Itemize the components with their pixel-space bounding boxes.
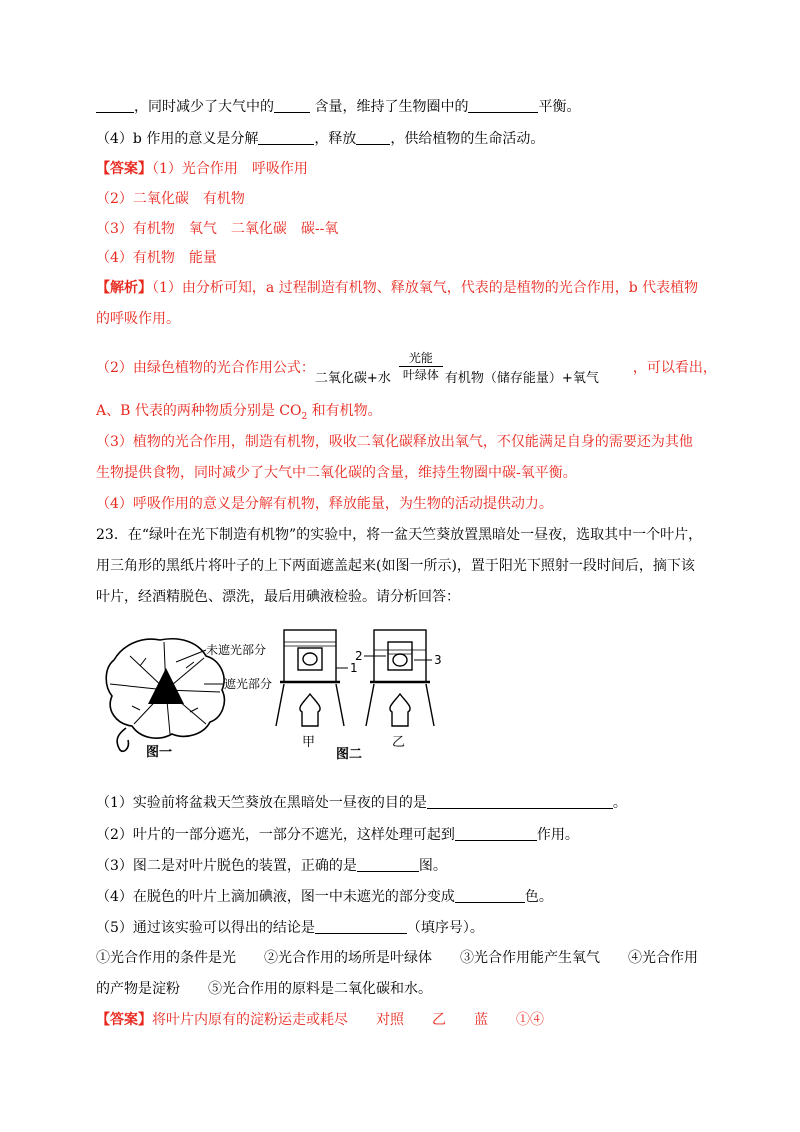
answer-blank[interactable] bbox=[274, 98, 310, 113]
q23-stem-1: 23．在“绿叶在光下制造有机物”的实验中，将一盆天竺葵放置黑暗处一昼夜，选取其中一个叶片， bbox=[96, 527, 703, 543]
answer-blank[interactable] bbox=[96, 98, 134, 113]
answer-blank[interactable] bbox=[427, 794, 613, 809]
alcohol-lamp bbox=[300, 694, 320, 726]
fig1-caption: 图一 bbox=[146, 745, 173, 760]
answer-blank[interactable] bbox=[356, 130, 390, 145]
leaf-in-beaker bbox=[393, 654, 407, 666]
apparatus-jia bbox=[276, 630, 348, 726]
answer-blank[interactable] bbox=[455, 826, 537, 841]
small-beaker bbox=[298, 648, 322, 670]
svg-text:3: 3 bbox=[434, 653, 442, 667]
apparatus-yi bbox=[364, 630, 434, 726]
q23-sub-5: （5）通过该实验可以得出的结论是 （填序号）。 bbox=[96, 920, 484, 936]
q23-stem-2: 用三角形的黑纸片将叶子的上下两面遮盖起来(如图一所示)，置于阳光下照射一段时间后，摘下该 bbox=[96, 558, 695, 574]
q22-analysis-1a: 【解析】（1）由分析可知，a 过程制造有机物、释放氧气，代表的是植物的光合作用，b 代表植物 bbox=[96, 280, 699, 296]
reaction-condition: 光能 叶绿体 bbox=[399, 351, 443, 382]
q23-options-1: ①光合作用的条件是光 ②光合作用的场所是叶绿体 ③光合作用能产生氧气 ④光合作用 bbox=[96, 950, 698, 966]
experiment-figure bbox=[100, 628, 480, 768]
q22-analysis-3a: （3）植物的光合作用，制造有机物，吸收二氧化碳释放出氧气，不仅能满足自身的需要还为其他 bbox=[96, 434, 693, 450]
q23-sub-2: （2）叶片的一部分遮光，一部分不遮光，这样处理可起到 作用。 bbox=[96, 827, 579, 843]
fig2-caption: 图二 bbox=[336, 747, 363, 762]
svg-text:1: 1 bbox=[350, 661, 358, 675]
q23-sub-1: （1）实验前将盆栽天竺葵放在黑暗处一昼夜的目的是 。 bbox=[96, 795, 627, 811]
svg-text:2: 2 bbox=[355, 649, 363, 663]
answer-blank[interactable] bbox=[455, 888, 525, 903]
q22-line-1: ，同时减少了大气中的 含量，维持了生物圈中的 平衡。 bbox=[96, 97, 716, 117]
q22-analysis-2a: （2）由绿色植物的光合作用公式： 二氧化碳+水 光能 叶绿体 有机物（储存能量）+氧气 ，可以看出， bbox=[96, 351, 717, 386]
leaf-in-beaker bbox=[303, 653, 317, 665]
q22-answer-1: 【答案】（1）光合作用 呼吸作用 bbox=[96, 161, 308, 177]
q23-answer: 【答案】将叶片内原有的淀粉运走或耗尽 对照 乙 蓝 ①④ bbox=[96, 1012, 544, 1028]
beaker bbox=[284, 630, 336, 682]
photosynthesis-formula: 二氧化碳+水 光能 叶绿体 有机物（储存能量）+氧气 bbox=[314, 351, 599, 386]
label-shaded: 遮光部分 bbox=[224, 677, 273, 691]
q23-sub-3: （3）图二是对叶片脱色的装置，正确的是 图。 bbox=[96, 858, 447, 874]
answer-blank[interactable] bbox=[357, 857, 419, 872]
jia-label: 甲 bbox=[302, 735, 316, 750]
q22-answer-2: （2）二氧化碳 有机物 bbox=[96, 191, 245, 207]
q23-stem-3: 叶片，经酒精脱色、漂洗，最后用碘液检验。请分析回答： bbox=[96, 589, 460, 605]
q22-answer-3: （3）有机物 氧气 二氧化碳 碳--氧 bbox=[96, 221, 339, 237]
label-unshaded: 未遮光部分 bbox=[206, 643, 267, 657]
q22-line-2: （4）b 作用的意义是分解 ，释放 ，供给植物的生命活动。 bbox=[96, 131, 545, 147]
q23-sub-4: （4）在脱色的叶片上滴加碘液，图一中未遮光的部分变成 色。 bbox=[96, 889, 553, 905]
q22-analysis-2c: A、B 代表的两种物质分别是 $CO_2$ 和有机物。 bbox=[96, 403, 382, 422]
reaction-arrow bbox=[399, 366, 443, 367]
yi-label: 乙 bbox=[392, 735, 406, 750]
answer-blank[interactable] bbox=[315, 919, 407, 934]
answer-blank[interactable] bbox=[468, 98, 538, 113]
q22-analysis-4: （4）呼吸作用的意义是分解有机物，释放能量，为生物的活动提供动力。 bbox=[96, 496, 553, 512]
q22-analysis-3b: 生物提供食物，同时减少了大气中二氧化碳的含量，维持生物圈中碳-氧平衡。 bbox=[96, 465, 577, 481]
q22-analysis-1b: 的呼吸作用。 bbox=[96, 311, 180, 327]
q23-options-2: 的产物是淀粉 ⑤光合作用的原料是二氧化碳和水。 bbox=[96, 981, 432, 997]
q22-answer-4: （4）有机物 能量 bbox=[96, 250, 217, 266]
leaf-petiole bbox=[117, 728, 128, 751]
answer-blank[interactable] bbox=[258, 130, 314, 145]
alcohol-lamp bbox=[390, 694, 410, 726]
